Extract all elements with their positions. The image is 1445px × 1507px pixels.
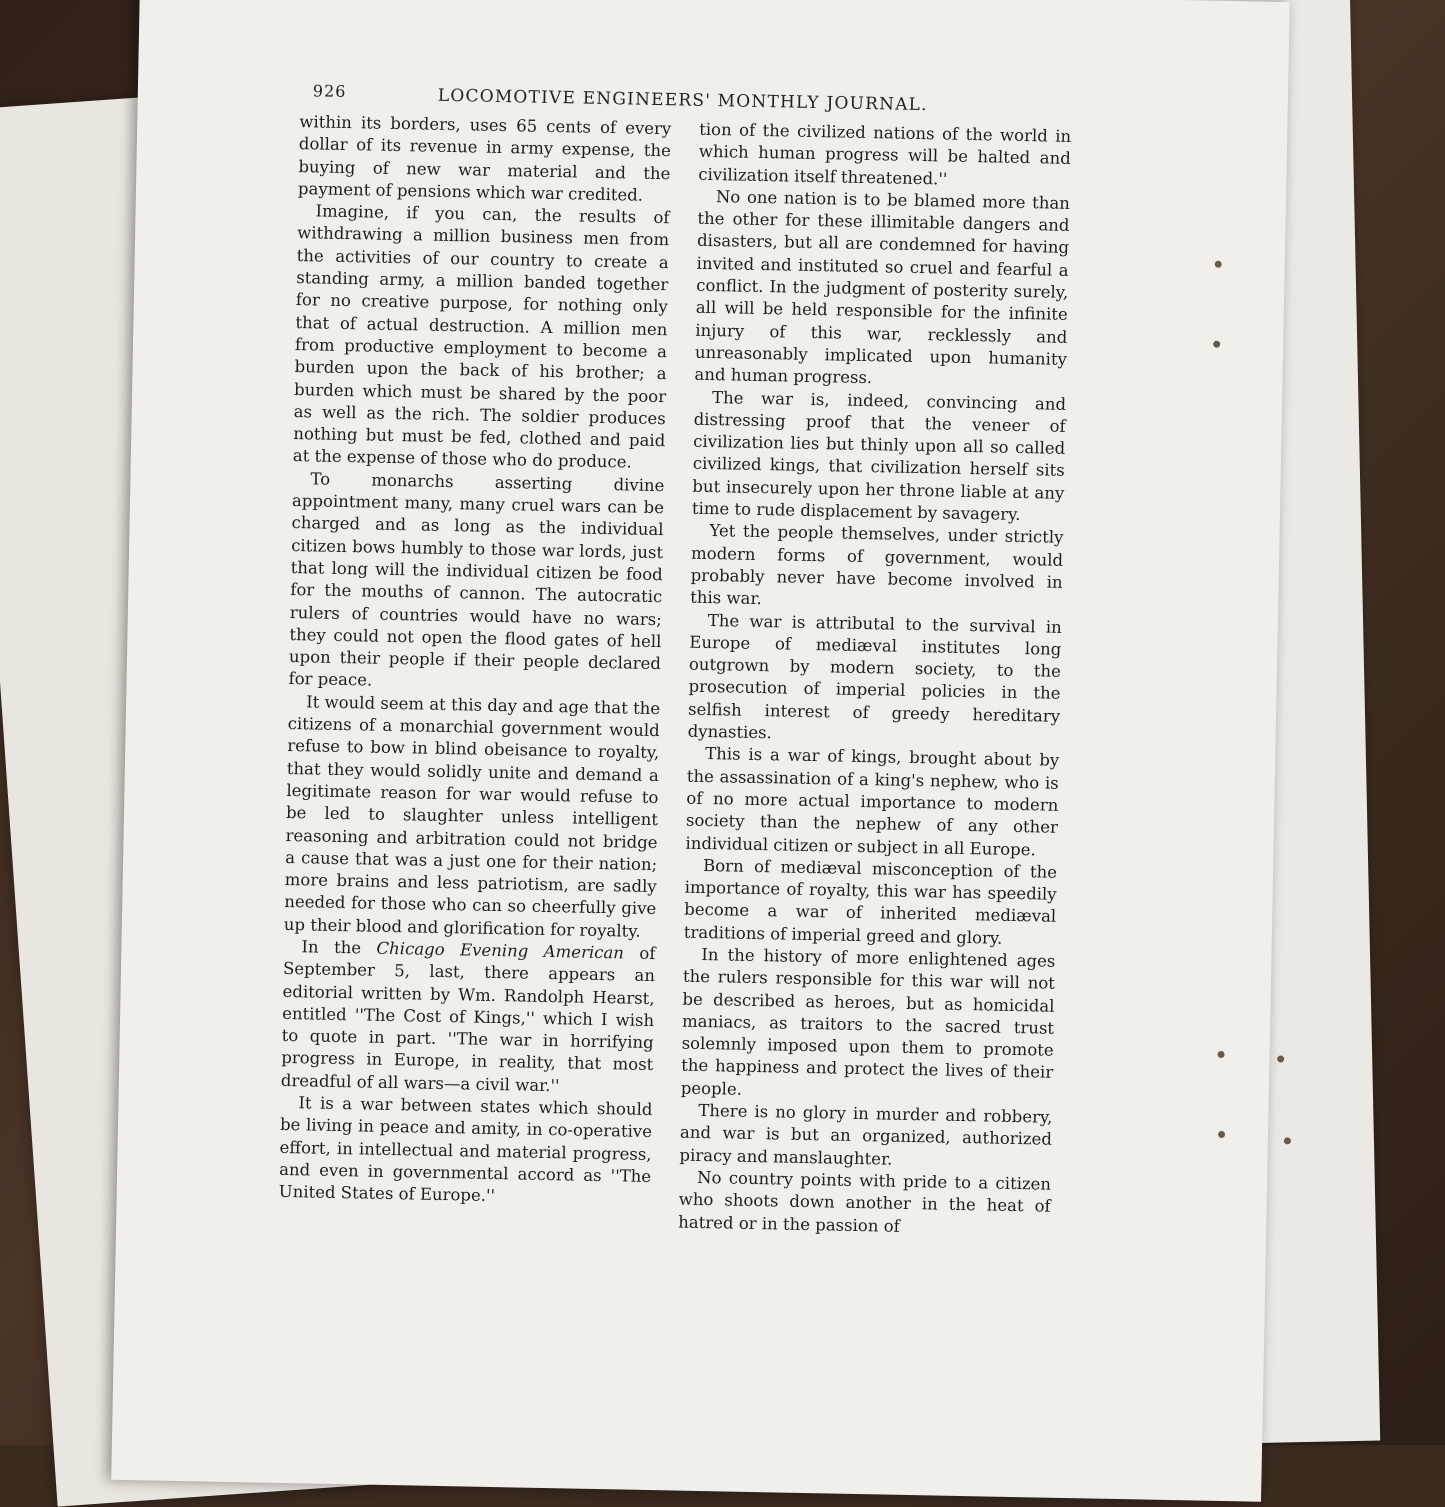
paragraph-chicago-quote (281, 936, 656, 1099)
left-text-column (279, 111, 672, 1210)
paragraph-text: In the (301, 937, 377, 958)
paragraph: This is a war of kings, brought about by the assassination of a king's nephew, who is of no more actual importance to modern society than the nephew of any other individual citizen or subject in all Europe. (685, 744, 1060, 859)
paragraph: Imagine, if you can, the results of withdrawing a million business men from the activities of our country to create a standing army, a million banded together for no creative purpose, for nothing only that of actual destruction. A million men from productive employment to become a burden upon the back of his brother; a burden which must be shared by the poor as well as the rich. The soldier produces nothing but must be fed, clothed and paid at the expense of those who do produce. (292, 201, 670, 472)
paragraph: Yet the people themselves, under strictly modern forms of government, would probably never have become involved in this war. (690, 521, 1064, 609)
paragraph: In the history of more enlightened ages the rulers responsible for this war will not be described as heroes, but as homicidal maniacs, as traitors to the sacred trust solemnly imposed upon them to promote the happiness and protect the lives of their people. (680, 944, 1056, 1099)
paragraph: tion of the civilized nations of the world in which human progress will be halted and civilization itself threatened.'' (698, 119, 1072, 189)
punch-hole (1284, 1137, 1291, 1144)
paragraph: No country points with pride to a citizen who shoots down another in the heat of hatred or in the passion of (678, 1167, 1052, 1236)
punch-hole (1277, 1055, 1284, 1062)
punch-hole (1215, 261, 1222, 268)
paragraph: The war is attributal to the survival in Europe of mediæval institutes long outgrown by modern society, to the prosecution of imperial policies in the selfish interest of greedy hereditary dynasties. (687, 610, 1062, 743)
paragraph: Born of mediæval misconception of the importance of royalty, this war has speedily become a war of inherited mediæval traditions of imperial greed and glory. (683, 855, 1058, 948)
right-text-column (678, 119, 1071, 1241)
punch-hole (1218, 1051, 1225, 1058)
paragraph: It is a war between states which should be living in peace and amity, in co-operative effort, in intellectual and material progress, and even in governmental accord as ''The United States of Europe.'' (278, 1093, 653, 1206)
paragraph: To monarchs asserting divine appointment many, many cruel wars can be charged and as long as the individual citizen bows humbly to those war lords, just that long will the individual citizen be food for the mouths of cannon. The autocratic rulers of countries would have no wars; they could not open the flood gates of hell upon their people if their people declared for peace. (288, 469, 665, 691)
page-header (312, 81, 973, 116)
paragraph: The war is, indeed, convincing and distressing proof that the veneer of civilization lies but thinly upon all so called civilized kings, that civilization herself sits but insecurely upon her throne liable at any time to rude displacement by savagery. (691, 387, 1067, 525)
punch-hole (1218, 1131, 1225, 1138)
journal-page (111, 0, 1290, 1502)
punch-hole (1213, 341, 1220, 348)
journal-title: LOCOMOTIVE ENGINEERS' MONTHLY JOURNAL. (437, 85, 928, 116)
paragraph: It would seem at this day and age that the citizens of a monarchial government would refuse to bow in blind obeisance to royalty, that they would solidly unite and demand a legitimate reason for war would refuse to be led to slaughter unless intelligent reasoning and arbitration could not bridge a cause that was a just one for their nation; more brains and less patriotism, are sadly needed for those who can so cheerfully give up their blood and glorification for royalty. (283, 692, 661, 941)
paragraph: No one nation is to be blamed more than the other for these illimitable dangers and disasters, but all are condemned for having invited and instituted so cruel and fearful a conflict. In the judgment of posterity surely, all will be held responsible for the infinite injury of this war, recklessly and unreasonably implicated upon humanity and human progress. (694, 186, 1071, 388)
paragraph: There is no glory in murder and robbery, and war is but an organized, authorized piracy and manslaughter. (679, 1100, 1053, 1169)
paragraph-text: of September 5, last, there appears an editorial written by Wm. Randolph Hearst, entitled ''The Cost of Kings,'' which I wish to quote in part. ''The war in horrifying progress in Europe, in reality, that most dreadful of all wars—a civil war.'' (280, 943, 656, 1096)
paragraph: within its borders, uses 65 cents of every dollar of its revenue in army expense, the buying of new war material and the payment of pensions which war credited. (297, 112, 672, 205)
newspaper-title: Chicago Evening American (376, 938, 625, 963)
page-number: 926 (312, 81, 347, 101)
